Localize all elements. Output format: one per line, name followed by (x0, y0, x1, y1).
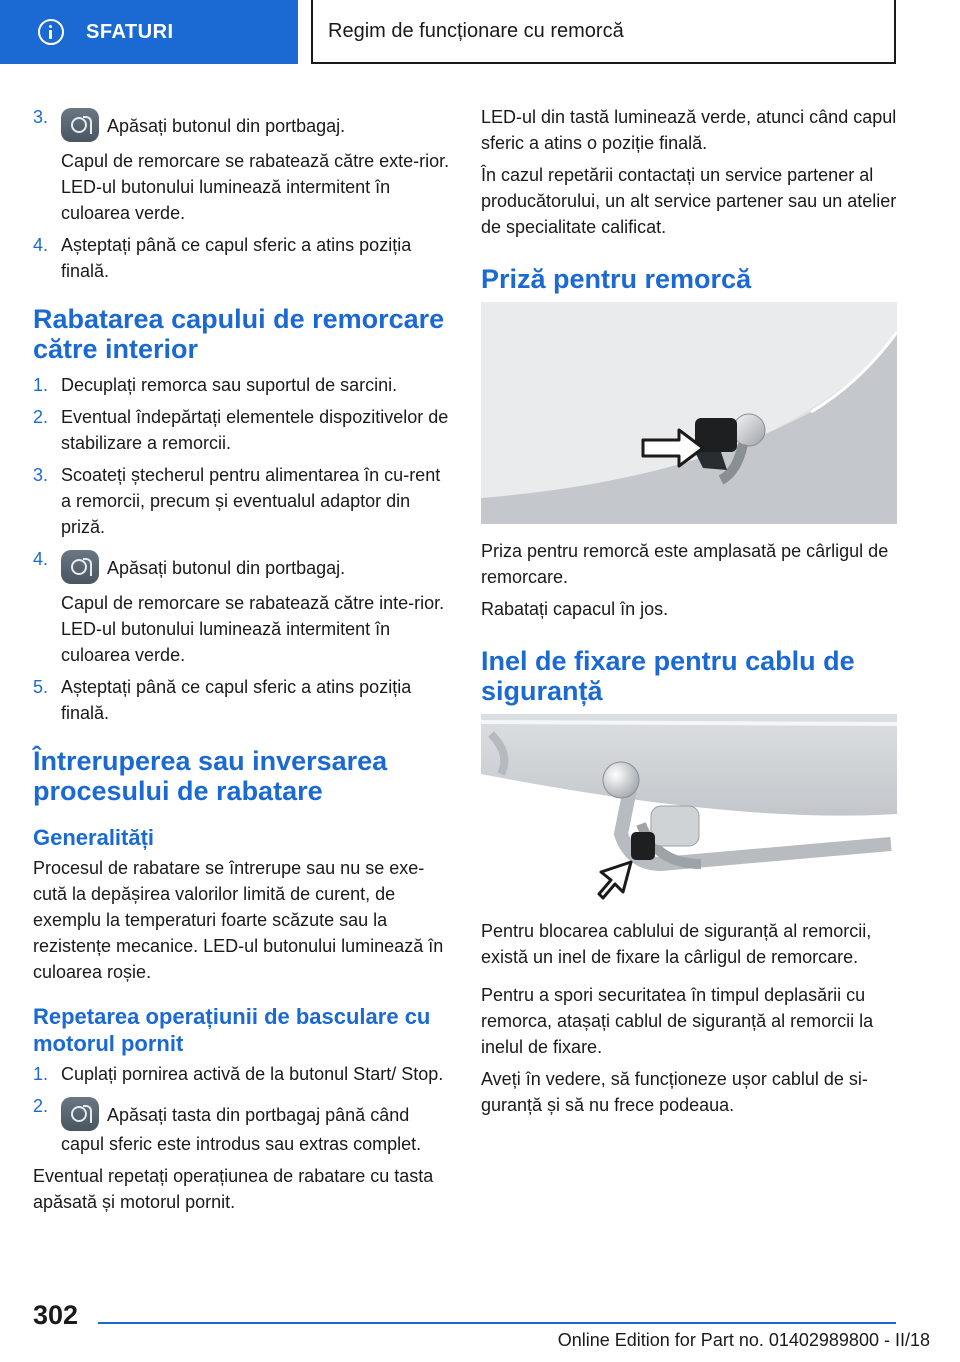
safety-cable-ring-image (481, 714, 897, 904)
paragraph-general: Procesul de rabatare se întrerupe sau nu se exe-cută la depășirea valorilor limită de curent, de exemplu la temperaturi foarte scăzute sau la rezistențe mecanice. LED-ul butonului luminează în culoarea roșie. (33, 858, 444, 982)
paragraph-ring-attach: Pentru a spori securitatea în timpul deplasării cu remorca, atașați cablul de siguranță al remorcii la inelul de fixare. (481, 985, 874, 1057)
step-text: Apăsați butonul din portbagaj. (107, 558, 346, 578)
list-item (33, 674, 451, 726)
step-text: Apăsați tasta din portbagaj până când capul sferic este introdus sau extras complet. (61, 1105, 422, 1154)
step-list (33, 372, 451, 726)
list-item (33, 462, 451, 540)
step-text: Apăsați butonul din portbagaj. (107, 116, 346, 136)
step-number: 1. (33, 375, 49, 395)
header-tab-label: SFATURI (86, 20, 174, 43)
tow-hitch-button-icon (61, 108, 99, 142)
trailer-socket-image (481, 302, 897, 524)
step-number: 3. (33, 107, 49, 127)
step-number: 3. (33, 465, 49, 485)
step-detail: Capul de remorcare se rabatează către exte-rior. LED-ul butonului luminează intermitent în culoarea verde. (61, 151, 450, 223)
step-text: Așteptați până ce capul sferic a atins poziția finală. (61, 677, 412, 723)
tow-hitch-button-icon (61, 1097, 99, 1131)
step-number: 4. (33, 549, 49, 569)
heading-inward: Rabatarea capului de remorcare către interior (33, 304, 445, 364)
step-text: Așteptați până ce capul sferic a atins poziția finală. (61, 235, 412, 281)
step-number: 2. (33, 1096, 49, 1116)
list-item (33, 1061, 451, 1087)
step-text: Scoateți ștecherul pentru alimentarea în cu-rent a remorcii, precum și eventualul adaptor din priză. (61, 465, 441, 537)
footer-edition: Online Edition for Part no. 01402989800 - II/18 (557, 1330, 930, 1350)
step-list (33, 1061, 451, 1157)
header-tab[interactable] (0, 0, 298, 64)
header-title-box (311, 0, 896, 64)
heading-general: Generalități (33, 825, 155, 850)
page-number: 302 (33, 1300, 79, 1330)
step-detail: Capul de remorcare se rabatează către inte-rior. LED-ul butonului luminează intermitent în culoarea verde. (61, 593, 445, 665)
paragraph-ring-purpose: Pentru blocarea cablului de siguranță al remorcii, există un inel de fixare la cârligul de remorcare. (481, 921, 872, 967)
step-number: 5. (33, 677, 49, 697)
heading-interrupt: Întreruperea sau inversarea procesului de rabatare (33, 746, 388, 806)
step-number: 1. (33, 1064, 49, 1084)
list-item (33, 232, 451, 284)
paragraph-socket-cover: Rabatați capacul în jos. (481, 599, 669, 619)
paragraph-socket-location: Priza pentru remorcă este amplasată pe cârligul de remorcare. (481, 541, 889, 587)
info-icon (38, 19, 64, 45)
step-text: Decuplați remorca sau suportul de sarcini. (61, 375, 398, 395)
list-item (33, 1093, 451, 1157)
step-number: 4. (33, 235, 49, 255)
tow-hitch-button-icon (61, 550, 99, 584)
step-text: Cuplați pornirea activă de la butonul Start/ Stop. (61, 1064, 444, 1084)
step-number: 2. (33, 407, 49, 427)
step-text: Eventual îndepărtați elementele dispozitivelor de stabilizare a remorcii. (61, 407, 449, 453)
paragraph-ring-care: Aveți în vedere, să funcționeze ușor cablul de si-guranță și să nu frece podeaua. (481, 1069, 868, 1115)
heading-ring: Inel de fixare pentru cablu de siguranță (481, 646, 855, 706)
list-item (33, 372, 451, 398)
paragraph-service: În cazul repetării contactați un service partener al producătorului, un alt service partener sau un atelier de specialitate calificat. (481, 165, 897, 237)
section-title: Regim de funcționare cu remorcă (328, 19, 624, 42)
list-item (33, 546, 451, 668)
left-column (33, 104, 451, 1221)
heading-repeat: Repetarea operațiunii de basculare cu motorul pornit (33, 1004, 431, 1056)
step-list (33, 104, 451, 284)
list-item (33, 104, 451, 226)
footer-rule (98, 1322, 896, 1324)
heading-socket: Priză pentru remorcă (481, 264, 752, 294)
list-item (33, 404, 451, 456)
paragraph-led: LED-ul din tastă luminează verde, atunci când capul sferic a atins o poziție finală. (481, 107, 897, 153)
paragraph-repeat: Eventual repetați operațiunea de rabatare cu tasta apăsată și motorul pornit. (33, 1166, 434, 1212)
right-column (481, 104, 897, 1124)
